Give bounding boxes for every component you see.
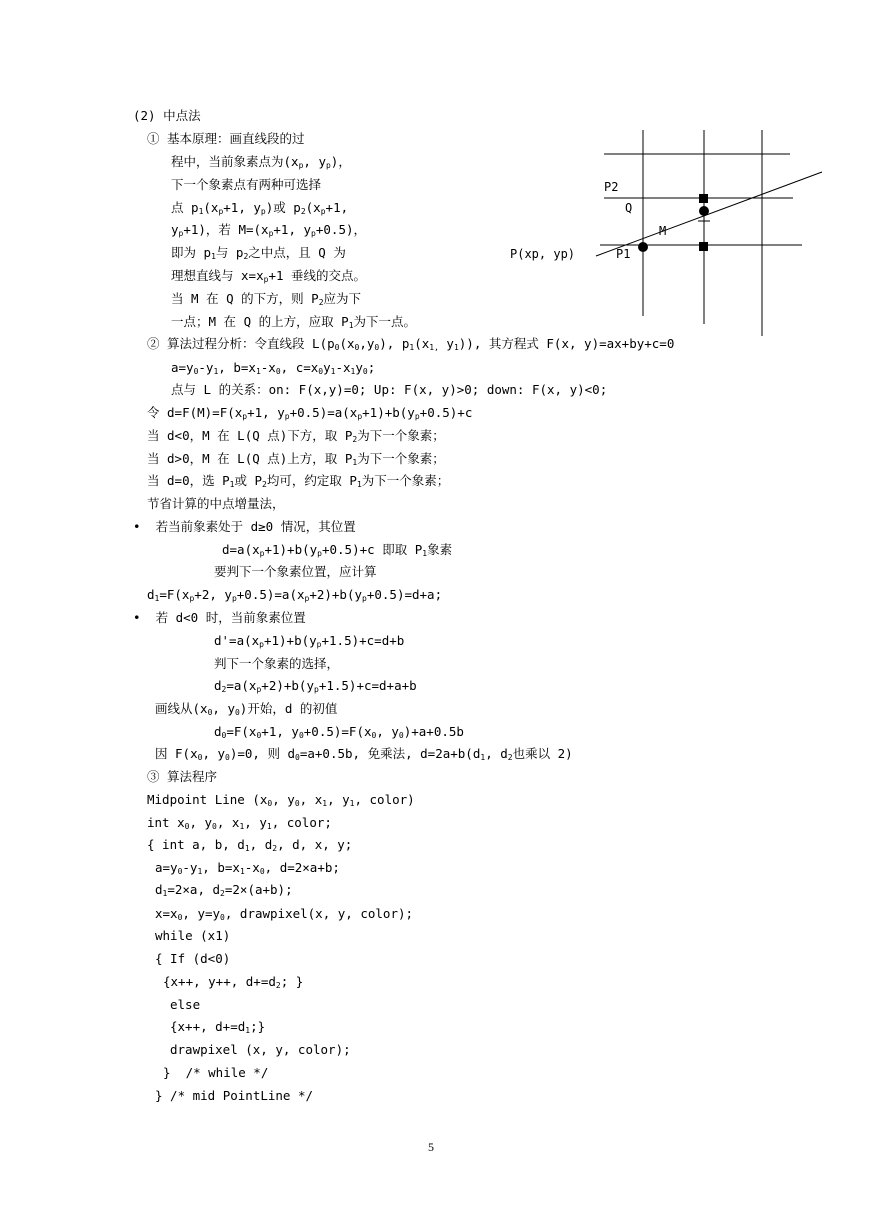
text-line: else <box>170 997 201 1012</box>
text-line: $x=x_0$, $y=y_0$, drawpixel(x, y, color); <box>155 906 414 922</box>
text-line: $a=y_0-y_1$, $b=x_1-x_0$, $c=x_0y_1-x_1y_0$; <box>171 360 376 376</box>
label-p2: P2 <box>604 180 619 194</box>
text-line: 画线从($x_0$, $y_0$)开始，d 的初值 <box>155 701 338 717</box>
text-line: Midpoint Line ($x_0$, $y_0$, $x_1$, $y_1$, color) <box>147 792 415 808</box>
text-line: 程中，当前象素点为($x_p$, $y_p$)， <box>171 154 351 170</box>
text-line: $d_1=2\times a$, $d_2=2\times(a+b)$; <box>155 882 293 898</box>
text-line: 判下一个象素的选择， <box>214 656 340 671</box>
text-line: while (x1) <box>155 928 231 943</box>
text-line: 理想直线与 $x=x_p+1$ 垂线的交点。 <box>171 268 367 284</box>
text-line: 要判下一个象素位置，应计算 <box>214 564 377 579</box>
text-line: 令 $d=F(M)=F(x_p+1$, $y_p+0.5)=a(x_p+1)+b(y_p+0.5)+c$ <box>147 405 473 421</box>
text-line: int $x_0$, $y_0$, $x_1$, $y_1$, color; <box>147 815 332 831</box>
pixel-p1-square <box>699 242 708 251</box>
text-line: $d_1=F(x_p+2$, $y_p+0.5)=a(x_p+2)+b(y_p+0.5)=d+a$; <box>147 587 443 603</box>
page-number: 5 <box>428 1140 434 1154</box>
text-line: { int a, b, $d_1$, $d_2$, d, x, y; <box>147 837 353 853</box>
label-m: M <box>659 224 667 238</box>
text-line: 节省计算的中点增量法， <box>147 496 285 511</box>
text-line: • 若当前象素处于 d≥0 情况，其位置 <box>133 519 356 534</box>
text-line: 因 $F(x_0$, $y_0)=0$, 则 $d_0=a+0.5b$, 免乘法, $d=2a+b(d_1$, $d_2$也乘以 2) <box>155 746 573 762</box>
text-line: • 若 d<0 时，当前象素位置 <box>133 610 306 625</box>
text-line: {x++, $d+=d_1$;} <box>170 1019 266 1035</box>
text-line: 点与 L 的关系：on: F(x,y)=0; Up: F(x, y)>0; down: F(x, y)<0; <box>171 382 608 397</box>
text-line: ① 基本原理：画直线段的过 <box>147 131 305 146</box>
text-line: $d_0=F(x_0+1$, $y_0+0.5)=F(x_0$, $y_0)+a+0.5b$ <box>214 724 464 740</box>
text-line: 当 M 在 Q 的下方，则 $P_2$应为下 <box>171 291 362 307</box>
label-q: Q <box>625 201 633 215</box>
text-line: 当 d<0，M 在 L(Q 点)下方，取 $P_2$为下一个象素； <box>147 428 445 444</box>
text-line: 下一个象素点有两种可选择 <box>171 177 322 192</box>
label-p1: P1 <box>616 247 631 261</box>
text-line: 当 d>0，M 在 L(Q 点)上方，取 $P_1$为下一个象素； <box>147 451 445 467</box>
text-line: 即为 $p_1$与 $p_2$之中点，且 Q 为 <box>171 245 346 261</box>
text-line: $d'=a(x_p+1)+b(y_p+1.5)+c=d+b$ <box>214 633 405 649</box>
text-line: drawpixel (x, y, color); <box>170 1042 351 1057</box>
text-line: {x++, y++, $d+=d_2$; } <box>163 974 304 990</box>
text-line: } /* mid PointLine */ <box>155 1088 314 1103</box>
text-line: 点 $p_1(x_p+1$, $y_p$)或 $p_2(x_p+1$, <box>171 200 349 216</box>
text-line: (2) 中点法 <box>133 108 201 123</box>
text-line: $a=y_0-y_1$, $b=x_1-x_0$, d=2×a+b; <box>155 860 340 876</box>
text-line: 一点；M 在 Q 的上方，应取 $P_1$为下一点。 <box>171 314 417 330</box>
pixel-p2-square <box>699 194 708 203</box>
text-line: $d=a(x_p+1)+b(y_p+0.5)+c$ 即取 $P_1$象素 <box>222 542 453 558</box>
text-line: 当 d=0，选 $P_1$或 $P_2$均可，约定取 $P_1$为下一个象素； <box>147 473 450 489</box>
text-line: ③ 算法程序 <box>147 769 218 784</box>
text-line: { If (d<0) <box>155 951 231 966</box>
point-p-dot <box>638 242 648 252</box>
point-q-dot <box>699 206 709 216</box>
label-p: P(xp, yp) <box>510 247 576 261</box>
text-line: } /* while */ <box>163 1065 269 1080</box>
text-line: ② 算法过程分析：令直线段 $L(p_0(x_0,y_0)$, $p_1(x_{1,}$ $y_1$)), 其方程式 F(x, y)=ax+by+c=0 <box>147 336 675 352</box>
text-line: $d_2=a(x_p+2)+b(y_p+1.5)+c=d+a+b$ <box>214 678 417 694</box>
text-line: $y_p+1$)，若 $M=(x_p+1$, $y_p+0.5$)， <box>171 222 367 238</box>
